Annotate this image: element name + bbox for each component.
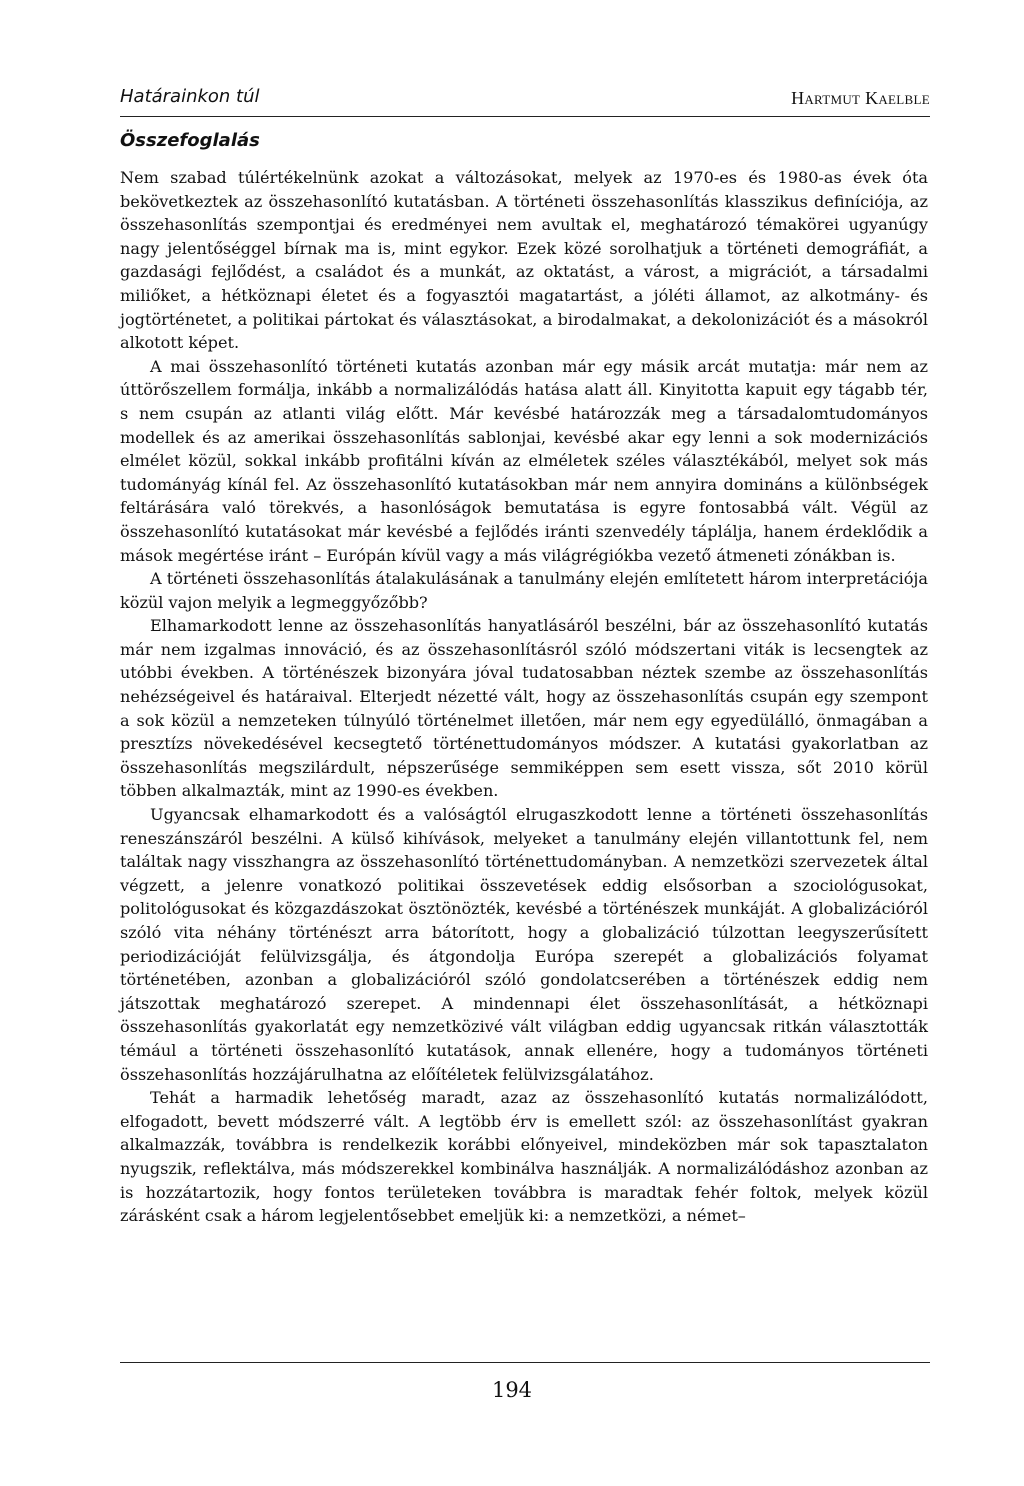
body-text bbox=[120, 166, 928, 1228]
footer-rule bbox=[120, 1362, 930, 1363]
paragraph-4: Elhamarkodott lenne az összehasonlítás hanyatlásáról beszélni, bár az összehasonlító kutatás már nem izgalmas innováció, és az összehasonlításról szóló módszertani viták is lecsengtek az utóbbi években. A történészek bizonyára jóval tudatosabban néztek szembe az összehasonlítás nehézségeivel és határaival. Elterjedt nézetté vált, hogy az összehasonlítás csupán egy szempont a sok közül a nemzeteken túlnyúló történelmet illetően, már nem egy egyedülálló, önmagában a presztízs növekedésével kecsegtető történettudományos módszer. A kutatási gyakorlatban az összehasonlítás megszilárdult, népszerűsége semmiképpen sem esett vissza, sőt 2010 körül többen alkalmazták, mint az 1990-es években. bbox=[120, 616, 928, 801]
running-header-author: Hartmut Kaelble bbox=[791, 88, 930, 108]
section-title: Összefoglalás bbox=[120, 130, 260, 151]
paragraph-6: Tehát a harmadik lehetőség maradt, azaz az összehasonlító kutatás normalizálódott, elfogadott, bevett módszerré vált. A legtöbb érv is emellett szól: az összehasonlítást gyakran alkalmazzák, továbbra is rendelkezik korábbi előnyeivel, mindeközben már sok tapasztalaton nyugszik, reflektálva, más módszerekkel kombinálva használják. A normalizálódáshoz azonban az is hozzátartozik, hogy fontos területeken továbbra is maradtak fehér foltok, melyek közül zárásként csak a három legjelentősebbet emeljük ki: a nemzetközi, a német– bbox=[120, 1088, 928, 1226]
running-header-title: Határainkon túl bbox=[120, 86, 260, 107]
paragraph-1: Nem szabad túlértékelnünk azokat a változásokat, melyek az 1970-es és 1980-as évek óta bekövetkeztek az összehasonlító kutatásban. A történeti összehasonlítás klasszikus definíciója, az összehasonlítás szempontjai és eredményei nem avultak el, meghatározó témakörei ugyanúgy nagy jelentőséggel bírnak ma is, mint egykor. Ezek közé sorolhatjuk a történeti demográfiát, a gazdasági fejlődést, a családot és a munkát, az oktatást, a várost, a migrációt, a társadalmi miliőket, a hétköznapi életet és a fogyasztói magatartást, a jóléti államot, az alkotmány- és jogtörténetet, a politikai pártokat és választásokat, a birodalmakat, a dekolonizációt és a másokról alkotott képet. bbox=[120, 168, 928, 353]
page-number: 194 bbox=[491, 1378, 533, 1402]
paragraph-2: A mai összehasonlító történeti kutatás azonban már egy másik arcát mutatja: már nem az úttörőszellem formálja, inkább a normalizálódás hatása alatt áll. Kinyitotta kapuit egy tágabb tér, s nem csupán az atlanti világ előtt. Már kevésbé határozzák meg a társadalomtudományos modellek és az amerikai összehasonlítás sablonjai, kevésbé akar egy lenni a sok modernizációs elmélet közül, sokkal inkább profitálni kíván az elméletek széles választékából, melyet sok más tudományág kínál fel. Az összehasonlító kutatásokban már nem annyira domináns a különbségek feltárására való törekvés, a hasonlóságok bemutatása is egyre fontosabbá vált. Végül az összehasonlító kutatásokat már kevésbé a fejlődés iránti szenvedély táplálja, hanem érdeklődik a mások megértése iránt – Európán kívül vagy a más világrégiókba vezető átmeneti zónákban is. bbox=[120, 356, 928, 565]
paragraph-3: A történeti összehasonlítás átalakulásának a tanulmány elején említetett három interpretációja közül vajon melyik a legmeggyőzőbb? bbox=[120, 569, 928, 612]
running-header bbox=[120, 86, 930, 117]
paragraph-5: Ugyancsak elhamarkodott és a valóságtól elrugaszkodott lenne a történeti összehasonlítás reneszánszáról beszélni. A külső kihívások, melyeket a tanulmány elején villantottunk fel, nem találtak nagy visszhangra az összehasonlító történettudományban. A nemzetközi szervezetek által végzett, a jelenre vonatkozó politikai összevetések eddig elsősorban a szociológusokat, politológusokat és közgazdászokat ösztönözték, kevésbé a történészek munkáját. A globalizációról szóló vita néhány történészt arra bátorított, hogy a globalizáció túlzottan leegyszerűsített periodizációját felülvizsgálja, és átgondolja Európa szerepét a globalizációs folyamat történetében, azonban a globalizációról szóló gondolatcserében a történészek eddig nem játszottak meghatározó szerepet. A mindennapi élet összehasonlítását, a hétköznapi összehasonlítás gyakorlatát egy nemzetközivé vált világban eddig ugyancsak ritkán választották témául a történeti összehasonlító kutatások, annak ellenére, hogy a tudományos történeti összehasonlítás hozzájárulhatna az előítéletek felülvizsgálatához. bbox=[120, 805, 928, 1084]
